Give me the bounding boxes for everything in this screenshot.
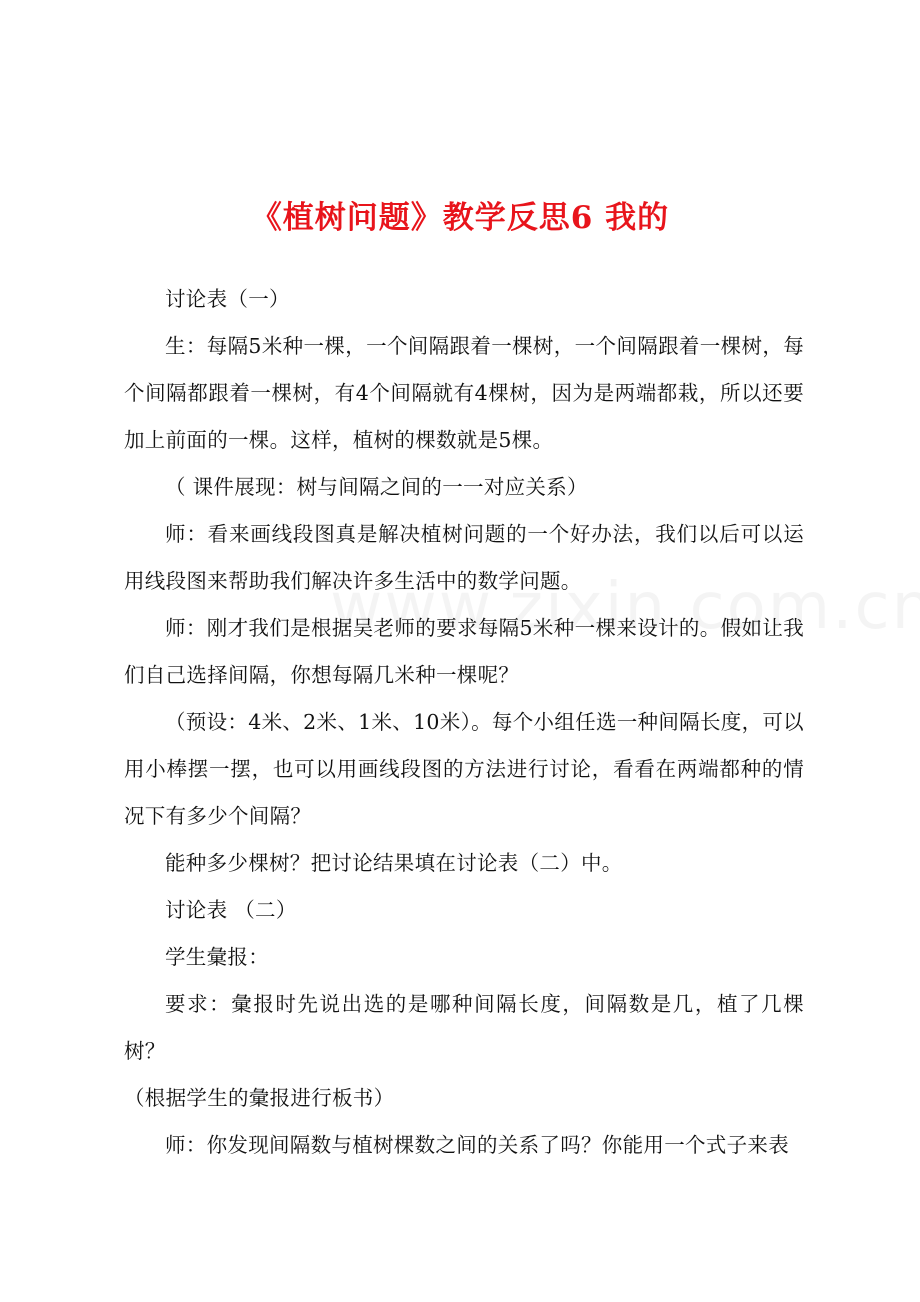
paragraph-discussion-table-1: 讨论表（一） <box>165 287 290 311</box>
paragraph-report-requirement: 要求：彙报时先说出选的是哪种间隔长度，间隔数是几，植了几棵树？ <box>124 992 804 1063</box>
paragraph-board-note: （根据学生的彙报进行板书） <box>124 1086 395 1110</box>
document-body <box>124 276 804 1169</box>
paragraph-preset-intervals: （预设：4米、2米、1米、10米）。每个小组任选一种间隔长度，可以用小棒摆一摆，也可以用画线段图的方法进行讨论，看看在两端都种的情况下有多少个间隔？ <box>124 710 804 828</box>
paragraph-teacher-choose-interval: 师：刚才我们是根据吴老师的要求每隔5米种一棵来设计的。假如让我们自己选择间隔，你想每隔几米种一棵呢？ <box>124 616 804 687</box>
document-title: 《植树问题》教学反思6 我的 <box>250 200 670 236</box>
paragraph-teacher-line-diagram: 师：看来画线段图真是解决植树问题的一个好办法，我们以后可以运用线段图来帮助我们解决许多生活中的数学问题。 <box>124 522 804 593</box>
paragraph-discussion-table-2: 讨论表 （二） <box>165 898 297 922</box>
paragraph-student-answer: 生：每隔5米种一棵，一个间隔跟着一棵树，一个间隔跟着一棵树，每个间隔都跟着一棵树，有4个间隔就有4棵树，因为是两端都栽，所以还要加上前面的一棵。这样，植树的棵数就是5棵。 <box>124 334 804 452</box>
paragraph-student-report: 学生彙报： <box>165 945 269 969</box>
paragraph-how-many-trees: 能种多少棵树？把讨论结果填在讨论表（二）中。 <box>165 851 623 875</box>
paragraph-courseware-note: （ 课件展现：树与间隔之间的一一对应关系） <box>165 475 588 499</box>
paragraph-teacher-relationship: 师：你发现间隔数与植树棵数之间的关系了吗？你能用一个式子来表 <box>165 1133 789 1157</box>
